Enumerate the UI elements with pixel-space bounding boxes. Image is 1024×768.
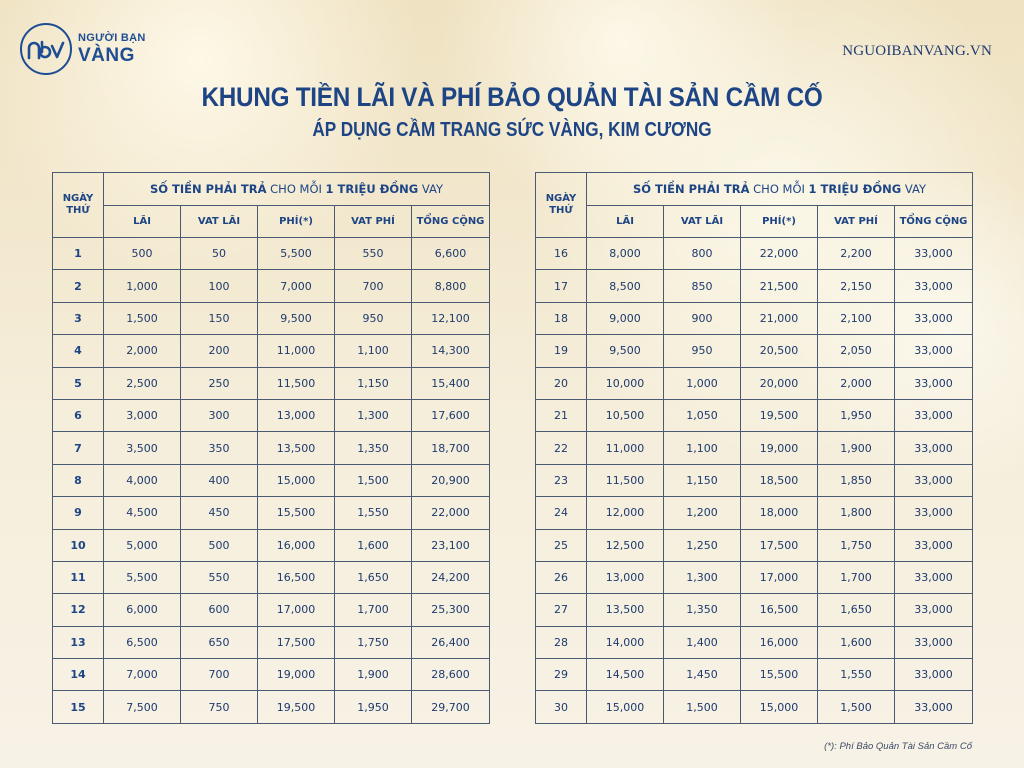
cell-vat-fee: 1,850 — [818, 464, 895, 496]
cell-vat-fee: 1,550 — [818, 659, 895, 691]
cell-vat-interest: 250 — [181, 367, 258, 399]
cell-fee: 16,500 — [741, 594, 818, 626]
cell-interest: 1,500 — [104, 302, 181, 334]
table-row — [53, 497, 490, 529]
cell-total: 33,000 — [895, 594, 973, 626]
cell-vat-interest: 800 — [664, 238, 741, 270]
cell-interest: 2,000 — [104, 335, 181, 367]
cell-vat-fee: 1,700 — [818, 561, 895, 593]
cell-interest: 13,000 — [587, 561, 664, 593]
cell-total: 33,000 — [895, 464, 973, 496]
table-row — [53, 335, 490, 367]
cell-fee: 15,500 — [258, 497, 335, 529]
cell-day: 15 — [53, 691, 104, 723]
cell-vat-interest: 550 — [181, 561, 258, 593]
cell-fee: 21,000 — [741, 302, 818, 334]
cell-total: 23,100 — [412, 529, 490, 561]
cell-vat-interest: 450 — [181, 497, 258, 529]
cell-interest: 12,000 — [587, 497, 664, 529]
cell-day: 13 — [53, 626, 104, 658]
cell-vat-fee: 2,000 — [818, 367, 895, 399]
cell-vat-interest: 650 — [181, 626, 258, 658]
cell-day: 2 — [53, 270, 104, 302]
cell-vat-fee: 1,950 — [818, 399, 895, 431]
col-header-vat-fee: VAT PHÍ — [335, 206, 412, 238]
cell-vat-interest: 1,100 — [664, 432, 741, 464]
cell-interest: 8,000 — [587, 238, 664, 270]
cell-day: 21 — [536, 399, 587, 431]
cell-vat-fee: 1,600 — [335, 529, 412, 561]
rate-table-days-16-30 — [535, 172, 973, 724]
cell-day: 10 — [53, 529, 104, 561]
cell-vat-fee: 2,100 — [818, 302, 895, 334]
cell-day: 19 — [536, 335, 587, 367]
cell-day: 4 — [53, 335, 104, 367]
cell-fee: 17,500 — [741, 529, 818, 561]
cell-interest: 5,000 — [104, 529, 181, 561]
col-header-vat-fee: VAT PHÍ — [818, 206, 895, 238]
table-row — [536, 270, 973, 302]
col-header-interest: LÃI — [587, 206, 664, 238]
cell-vat-fee: 1,500 — [818, 691, 895, 723]
cell-interest: 14,500 — [587, 659, 664, 691]
cell-interest: 10,000 — [587, 367, 664, 399]
cell-interest: 1,000 — [104, 270, 181, 302]
cell-day: 29 — [536, 659, 587, 691]
col-header-interest: LÃI — [104, 206, 181, 238]
cell-fee: 17,000 — [258, 594, 335, 626]
site-url: NGUOIBANVANG.VN — [842, 43, 992, 59]
cell-day: 27 — [536, 594, 587, 626]
cell-fee: 9,500 — [258, 302, 335, 334]
cell-day: 5 — [53, 367, 104, 399]
rate-table-days-1-15 — [52, 172, 490, 724]
cell-vat-interest: 1,050 — [664, 399, 741, 431]
col-header-total: TỔNG CỘNG — [412, 206, 490, 238]
cell-fee: 17,500 — [258, 626, 335, 658]
table-row — [536, 238, 973, 270]
table-row — [53, 594, 490, 626]
cell-vat-interest: 1,200 — [664, 497, 741, 529]
cell-day: 22 — [536, 432, 587, 464]
table-row — [53, 561, 490, 593]
cell-vat-interest: 1,450 — [664, 659, 741, 691]
table-row — [53, 464, 490, 496]
col-header-total: TỔNG CỘNG — [895, 206, 973, 238]
cell-interest: 7,500 — [104, 691, 181, 723]
cell-total: 33,000 — [895, 367, 973, 399]
cell-total: 33,000 — [895, 238, 973, 270]
cell-interest: 5,500 — [104, 561, 181, 593]
cell-vat-interest: 500 — [181, 529, 258, 561]
cell-vat-fee: 1,650 — [335, 561, 412, 593]
cell-interest: 6,500 — [104, 626, 181, 658]
cell-day: 18 — [536, 302, 587, 334]
brand-name-line1: NGƯỜI BẠN — [78, 32, 146, 44]
cell-interest: 11,000 — [587, 432, 664, 464]
cell-interest: 500 — [104, 238, 181, 270]
cell-interest: 3,000 — [104, 399, 181, 431]
col-header-vat-interest: VAT LÃI — [664, 206, 741, 238]
cell-fee: 13,000 — [258, 399, 335, 431]
footnote: (*): Phí Bảo Quản Tài Sản Cầm Cố — [824, 741, 972, 752]
cell-total: 33,000 — [895, 302, 973, 334]
cell-day: 7 — [53, 432, 104, 464]
cell-day: 17 — [536, 270, 587, 302]
cell-total: 33,000 — [895, 691, 973, 723]
table-row — [53, 626, 490, 658]
cell-day: 30 — [536, 691, 587, 723]
cell-fee: 15,000 — [258, 464, 335, 496]
cell-total: 15,400 — [412, 367, 490, 399]
cell-total: 12,100 — [412, 302, 490, 334]
cell-vat-interest: 1,350 — [664, 594, 741, 626]
cell-total: 33,000 — [895, 497, 973, 529]
cell-vat-fee: 1,750 — [335, 626, 412, 658]
cell-fee: 19,500 — [741, 399, 818, 431]
cell-vat-fee: 1,800 — [818, 497, 895, 529]
cell-fee: 13,500 — [258, 432, 335, 464]
cell-fee: 18,500 — [741, 464, 818, 496]
cell-fee: 20,000 — [741, 367, 818, 399]
col-header-fee: PHÍ(*) — [741, 206, 818, 238]
cell-day: 23 — [536, 464, 587, 496]
cell-vat-fee: 2,150 — [818, 270, 895, 302]
cell-total: 14,300 — [412, 335, 490, 367]
cell-vat-interest: 1,250 — [664, 529, 741, 561]
cell-total: 33,000 — [895, 399, 973, 431]
cell-total: 8,800 — [412, 270, 490, 302]
cell-vat-fee: 1,150 — [335, 367, 412, 399]
col-header-fee: PHÍ(*) — [258, 206, 335, 238]
cell-total: 33,000 — [895, 529, 973, 561]
cell-vat-interest: 600 — [181, 594, 258, 626]
cell-total: 33,000 — [895, 335, 973, 367]
cell-total: 22,000 — [412, 497, 490, 529]
table-row — [536, 691, 973, 723]
day-column-header: NGÀY THỨ — [536, 173, 587, 238]
cell-vat-fee: 1,900 — [818, 432, 895, 464]
table-row — [536, 594, 973, 626]
brand-name-line2: VÀNG — [78, 45, 135, 66]
table-row — [53, 238, 490, 270]
cell-day: 6 — [53, 399, 104, 431]
cell-vat-fee: 1,900 — [335, 659, 412, 691]
cell-fee: 11,500 — [258, 367, 335, 399]
cell-interest: 2,500 — [104, 367, 181, 399]
cell-interest: 4,000 — [104, 464, 181, 496]
table-row — [536, 432, 973, 464]
cell-vat-interest: 850 — [664, 270, 741, 302]
nbv-logo-icon — [20, 23, 72, 75]
cell-vat-fee: 1,350 — [335, 432, 412, 464]
table-row — [536, 367, 973, 399]
cell-day: 16 — [536, 238, 587, 270]
page-subtitle: ÁP DỤNG CẦM TRANG SỨC VÀNG, KIM CƯƠNG — [312, 119, 712, 141]
cell-day: 11 — [53, 561, 104, 593]
cell-vat-fee: 1,500 — [335, 464, 412, 496]
cell-fee: 17,000 — [741, 561, 818, 593]
table-row — [536, 561, 973, 593]
cell-total: 33,000 — [895, 626, 973, 658]
cell-vat-fee: 1,300 — [335, 399, 412, 431]
cell-fee: 19,500 — [258, 691, 335, 723]
cell-vat-interest: 950 — [664, 335, 741, 367]
table-row — [53, 659, 490, 691]
table-row — [53, 367, 490, 399]
cell-vat-fee: 550 — [335, 238, 412, 270]
cell-interest: 10,500 — [587, 399, 664, 431]
table-row — [53, 270, 490, 302]
cell-day: 8 — [53, 464, 104, 496]
table-row — [536, 529, 973, 561]
cell-interest: 12,500 — [587, 529, 664, 561]
cell-day: 9 — [53, 497, 104, 529]
cell-vat-interest: 150 — [181, 302, 258, 334]
cell-vat-interest: 900 — [664, 302, 741, 334]
table-row — [53, 399, 490, 431]
cell-total: 6,600 — [412, 238, 490, 270]
cell-day: 24 — [536, 497, 587, 529]
cell-vat-interest: 1,400 — [664, 626, 741, 658]
cell-vat-interest: 750 — [181, 691, 258, 723]
cell-vat-interest: 700 — [181, 659, 258, 691]
cell-fee: 16,000 — [741, 626, 818, 658]
cell-day: 28 — [536, 626, 587, 658]
cell-fee: 19,000 — [741, 432, 818, 464]
cell-interest: 3,500 — [104, 432, 181, 464]
cell-vat-interest: 400 — [181, 464, 258, 496]
table-row — [536, 626, 973, 658]
cell-vat-interest: 1,000 — [664, 367, 741, 399]
cell-total: 26,400 — [412, 626, 490, 658]
cell-fee: 19,000 — [258, 659, 335, 691]
cell-vat-interest: 1,300 — [664, 561, 741, 593]
cell-vat-fee: 1,600 — [818, 626, 895, 658]
cell-day: 14 — [53, 659, 104, 691]
table-row — [536, 497, 973, 529]
cell-vat-fee: 2,200 — [818, 238, 895, 270]
cell-total: 17,600 — [412, 399, 490, 431]
cell-vat-fee: 1,950 — [335, 691, 412, 723]
brand-logo — [20, 23, 146, 75]
cell-interest: 6,000 — [104, 594, 181, 626]
table-row — [536, 335, 973, 367]
table-row — [536, 302, 973, 334]
cell-fee: 16,000 — [258, 529, 335, 561]
cell-fee: 18,000 — [741, 497, 818, 529]
cell-day: 25 — [536, 529, 587, 561]
cell-total: 24,200 — [412, 561, 490, 593]
cell-vat-interest: 100 — [181, 270, 258, 302]
cell-vat-fee: 1,700 — [335, 594, 412, 626]
day-column-header: NGÀY THỨ — [53, 173, 104, 238]
cell-total: 20,900 — [412, 464, 490, 496]
cell-fee: 21,500 — [741, 270, 818, 302]
cell-vat-fee: 1,550 — [335, 497, 412, 529]
table-row — [536, 399, 973, 431]
table-row — [53, 302, 490, 334]
cell-vat-fee: 1,100 — [335, 335, 412, 367]
cell-vat-fee: 2,050 — [818, 335, 895, 367]
cell-day: 26 — [536, 561, 587, 593]
table-row — [53, 691, 490, 723]
cell-interest: 8,500 — [587, 270, 664, 302]
cell-vat-fee: 700 — [335, 270, 412, 302]
cell-fee: 11,000 — [258, 335, 335, 367]
table-row — [536, 464, 973, 496]
cell-interest: 4,500 — [104, 497, 181, 529]
cell-interest: 14,000 — [587, 626, 664, 658]
cell-fee: 15,500 — [741, 659, 818, 691]
amount-group-header: SỐ TIỀN PHẢI TRẢ CHO MỖI 1 TRIỆU ĐỒNG VAY — [104, 173, 490, 206]
cell-day: 20 — [536, 367, 587, 399]
cell-total: 33,000 — [895, 659, 973, 691]
cell-vat-interest: 300 — [181, 399, 258, 431]
cell-interest: 11,500 — [587, 464, 664, 496]
col-header-vat-interest: VAT LÃI — [181, 206, 258, 238]
cell-total: 25,300 — [412, 594, 490, 626]
cell-vat-interest: 1,500 — [664, 691, 741, 723]
cell-day: 12 — [53, 594, 104, 626]
cell-fee: 16,500 — [258, 561, 335, 593]
cell-interest: 9,500 — [587, 335, 664, 367]
cell-vat-interest: 1,150 — [664, 464, 741, 496]
cell-interest: 13,500 — [587, 594, 664, 626]
cell-fee: 5,500 — [258, 238, 335, 270]
cell-vat-interest: 200 — [181, 335, 258, 367]
cell-total: 28,600 — [412, 659, 490, 691]
cell-total: 29,700 — [412, 691, 490, 723]
cell-vat-fee: 950 — [335, 302, 412, 334]
cell-interest: 7,000 — [104, 659, 181, 691]
table-row — [53, 432, 490, 464]
cell-fee: 20,500 — [741, 335, 818, 367]
cell-day: 3 — [53, 302, 104, 334]
page-title: KHUNG TIỀN LÃI VÀ PHÍ BẢO QUẢN TÀI SẢN CẦM CỐ — [201, 82, 823, 112]
table-row — [53, 529, 490, 561]
cell-day: 1 — [53, 238, 104, 270]
table-row — [536, 659, 973, 691]
cell-vat-fee: 1,650 — [818, 594, 895, 626]
cell-total: 33,000 — [895, 561, 973, 593]
cell-total: 33,000 — [895, 270, 973, 302]
cell-total: 18,700 — [412, 432, 490, 464]
cell-vat-interest: 350 — [181, 432, 258, 464]
cell-fee: 22,000 — [741, 238, 818, 270]
cell-fee: 15,000 — [741, 691, 818, 723]
cell-total: 33,000 — [895, 432, 973, 464]
cell-interest: 9,000 — [587, 302, 664, 334]
cell-interest: 15,000 — [587, 691, 664, 723]
amount-group-header: SỐ TIỀN PHẢI TRẢ CHO MỖI 1 TRIỆU ĐỒNG VAY — [587, 173, 973, 206]
cell-vat-interest: 50 — [181, 238, 258, 270]
cell-vat-fee: 1,750 — [818, 529, 895, 561]
cell-fee: 7,000 — [258, 270, 335, 302]
